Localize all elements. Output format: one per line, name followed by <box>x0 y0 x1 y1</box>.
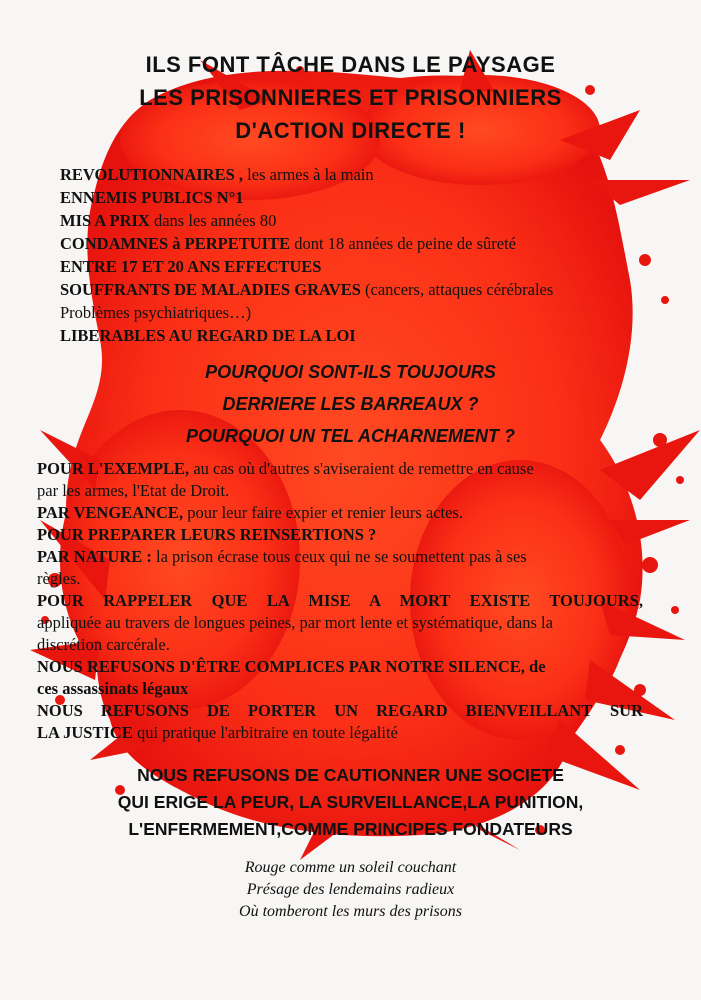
refusal-line-3: L'ENFERMEMENT,COMME PRINCIPES FONDATEURS <box>128 819 573 839</box>
closing-poem <box>0 857 701 923</box>
reason-bold: PAR NATURE : <box>37 547 152 566</box>
fact-line <box>60 186 700 209</box>
fact-line <box>60 278 700 301</box>
reason-line: POUR RAPPELER QUE LA MISE A MORT EXISTE TOUJOURS, <box>37 591 643 610</box>
reasons-list <box>37 458 643 744</box>
fact-text: dont 18 années de peine de sûreté <box>290 234 516 253</box>
reason-line: NOUS REFUSONS DE PORTER UN REGARD BIENVEILLANT SUR <box>37 701 643 720</box>
poster-title <box>0 48 701 147</box>
question-line-2: DERRIERE LES BARREAUX ? <box>222 394 479 414</box>
reason-bold: LA JUSTICE <box>37 723 133 742</box>
facts-list <box>60 163 700 347</box>
reason-line: POUR PREPARER LEURS REINSERTIONS ? <box>37 525 377 544</box>
reason-line <box>37 722 643 744</box>
fact-line <box>60 324 700 347</box>
fact-line <box>60 255 700 278</box>
title-line-1: ILS FONT TÂCHE DANS LE PAYSAGE <box>145 52 556 77</box>
fact-bold: CONDAMNES à PERPETUITE <box>60 234 291 253</box>
fact-line <box>60 301 700 324</box>
fact-line <box>60 209 700 232</box>
fact-text: dans les années 80 <box>149 211 277 230</box>
title-line-2: LES PRISONNIERES ET PRISONNIERS <box>139 85 562 110</box>
reason-line <box>37 458 643 480</box>
reason-bold: POUR L'EXEMPLE, <box>37 459 190 478</box>
reason-line <box>37 546 643 568</box>
fact-bold: REVOLUTIONNAIRES , <box>60 165 244 184</box>
refusal-line-1: NOUS REFUSONS DE CAUTIONNER UNE SOCIETE <box>137 765 564 785</box>
fact-text: les armes à la main <box>243 165 374 184</box>
fact-bold: SOUFFRANTS DE MALADIES GRAVES <box>60 280 361 299</box>
refusal-statement <box>0 762 701 843</box>
reason-line: ces assassinats légaux <box>37 679 189 698</box>
reason-line <box>37 502 643 524</box>
reason-text: la prison écrase tous ceux qui ne se soumettent pas à ses <box>151 547 527 566</box>
fact-bold: LIBERABLES AU REGARD DE LA LOI <box>60 326 356 345</box>
fact-bold: ENTRE 17 ET 20 ANS EFFECTUES <box>60 257 322 276</box>
poem-line-1: Rouge comme un soleil couchant <box>244 859 457 876</box>
question-line-3: POURQUOI UN TEL ACHARNEMENT ? <box>185 426 515 446</box>
reason-text: pour leur faire expier et renier leurs actes. <box>183 503 463 522</box>
poem-line-3: Où tomberont les murs des prisons <box>239 903 462 920</box>
reason-line: appliquée au travers de longues peines, par mort lente et systématique, dans la <box>37 613 553 632</box>
reason-text: qui pratique l'arbitraire en toute légalité <box>132 723 398 742</box>
fact-text: (cancers, attaques cérébrales <box>360 280 554 299</box>
title-line-3: D'ACTION DIRECTE ! <box>235 118 466 143</box>
fact-text: Problèmes psychiatriques…) <box>60 303 252 322</box>
reason-line: par les armes, l'Etat de Droit. <box>37 481 230 500</box>
question-heading <box>0 356 701 452</box>
reason-line: règles. <box>37 569 81 588</box>
fact-bold: MIS A PRIX <box>60 211 150 230</box>
reason-line: discrétion carcérale. <box>37 635 170 654</box>
poem-line-2: Présage des lendemains radieux <box>246 881 455 898</box>
reason-text: au cas où d'autres s'aviseraient de remettre en cause <box>189 459 534 478</box>
fact-line <box>60 163 700 186</box>
fact-bold: ENNEMIS PUBLICS N°1 <box>60 188 244 207</box>
refusal-line-2: QUI ERIGE LA PEUR, LA SURVEILLANCE,LA PUNITION, <box>117 792 584 812</box>
fact-line <box>60 232 700 255</box>
reason-line: NOUS REFUSONS D'ÊTRE COMPLICES PAR NOTRE SILENCE, de <box>37 657 546 676</box>
reason-bold: PAR VENGEANCE, <box>37 503 184 522</box>
question-line-1: POURQUOI SONT-ILS TOUJOURS <box>205 362 496 382</box>
